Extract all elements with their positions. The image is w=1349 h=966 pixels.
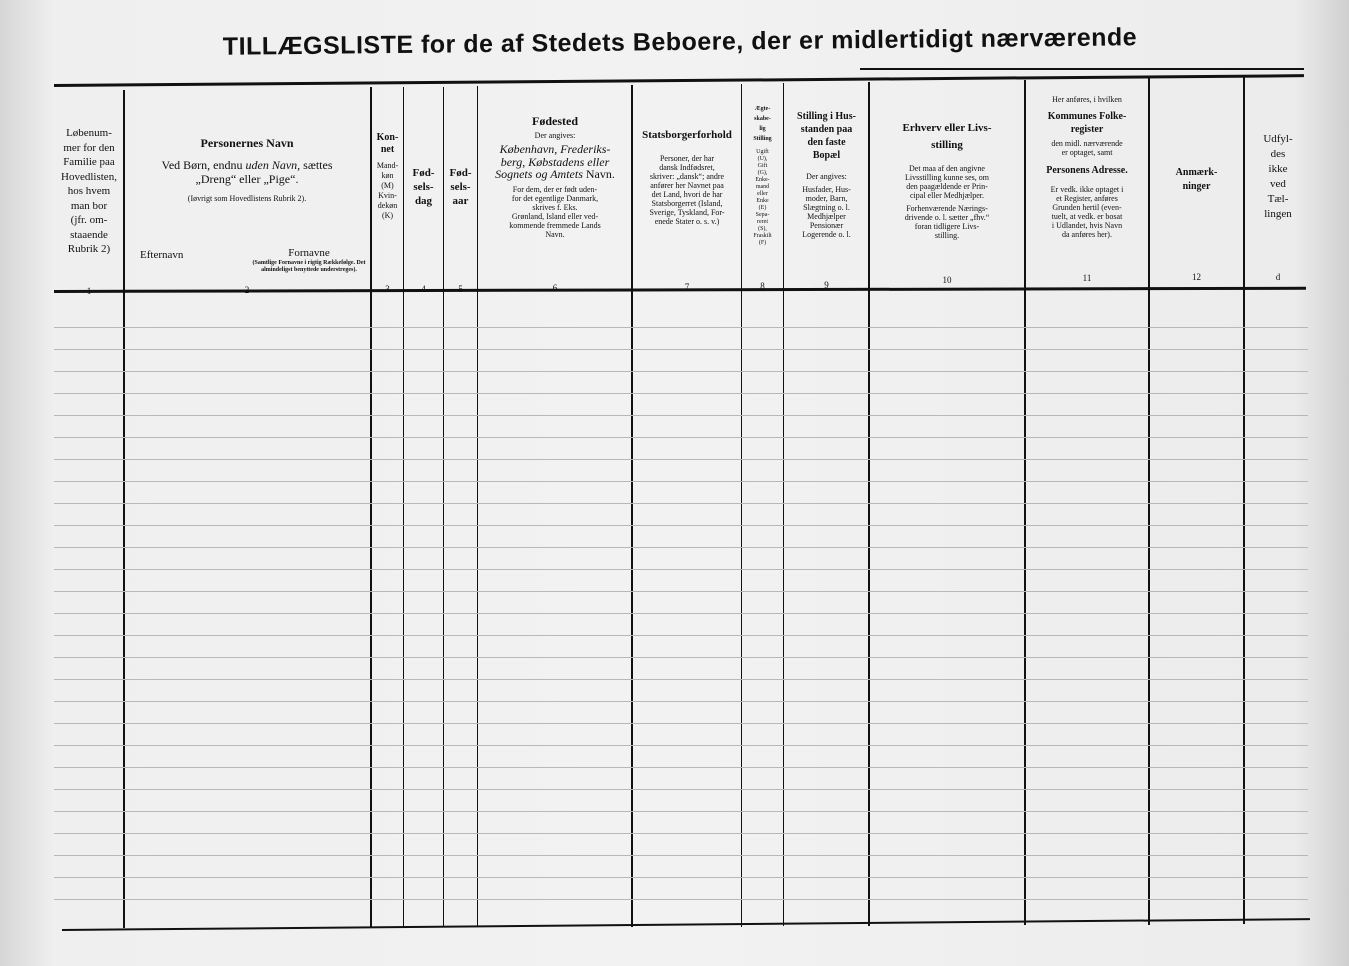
col10-heading: Erhverv eller Livs- stilling [902,122,992,151]
col9-text: Husfader, Hus- moder, Barn, Slægtning o. l. Medhjælper Pensionær Logerende o. l. [802,185,851,239]
col11-header [1027,95,1147,239]
col2-line1 [128,158,366,172]
col2-header [128,136,366,203]
col6-heading: Fødested [532,114,578,128]
col7-heading: Statsborgerforhold [642,129,732,141]
col11-heading: Kommunes Folke- register [1047,111,1127,135]
col3-number: 3 [385,284,390,294]
col8-heading: Ægte- skabe- lig Stilling [753,106,772,142]
col6-italic-end: Navn. [585,167,615,181]
col4-header: Fød- sels- dag [412,167,435,207]
col6-header [480,114,630,239]
col11-heading2: Personens Adresse. [1046,165,1128,176]
col2-line1-a: Ved Børn, endnu [161,158,243,172]
col2-line2: „Dreng“ eller „Pige“. [195,172,299,186]
col1-header: Løbenum- mer for den Familie paa Hovedlisten, hos hvem man bor (jfr. om- staaende Rubrik 2) [61,127,117,255]
col4-number: 4 [421,284,426,294]
col3-header [372,132,403,221]
col2-heading: Personernes Navn [200,136,294,150]
col2-sub-right: Fornavne [288,247,330,259]
col9-number: 9 [824,280,829,290]
col2-note: (Iøvrigt som Hovedlistens Rubrik 2). [187,194,307,203]
col6-number: 6 [552,283,558,293]
col2-number: 2 [244,285,250,295]
col3-text: Mand- køn (M) Kvin- dekøn (K) [376,161,399,220]
col11-number: 11 [1082,273,1092,283]
col5-number: 5 [458,284,463,294]
col10-text2: Forhenværende Nærings- drivende o. l. sætter „fhv.“ foran tidligere Livs- stilling. [904,204,990,240]
top-rule [54,74,1304,87]
col11-pre: Her anføres, i hvilken [1052,95,1122,104]
col2-sub-left: Efternavn [140,249,184,261]
col7-header [633,130,741,226]
title-underline [860,68,1304,70]
col7-text: Personer, der har dansk Indfødsret, skriver: „dansk“; andre anfører her Navnet paa det Land, hvori de har Statsborgerret (Island, Sverige, Tyskland, For- enede Stater o. s. v.) [649,153,725,226]
col10-header [871,120,1023,240]
col1-number: 1 [86,286,92,296]
col6-italic-text: København, Frederiks- berg, Købstadens eller Sognets og Amtets [495,142,611,181]
col8-text: Ugift (U), Gift (G), Enke- mand eller Enke (E) Sepa- reret (S), Fraskilt (F) [753,149,772,246]
col9-sub: Der angives: [806,172,847,181]
col8-number: 8 [760,281,765,291]
col10-text: Det maa af den angivne Livsstilling kunne ses, om den paagældende er Prin- cipal eller Medhjælper. [905,164,989,200]
col12-header: Anmærk- ninger [1175,167,1218,192]
col10-number: 10 [942,275,952,285]
col2-sub-right-note: (Samtlige Fornavne i rigtig Rækkefølge. Det almindeligst benyttede understreges). [252,260,366,273]
col6-sub: Der angives: [534,131,576,140]
col7-number: 7 [684,282,690,292]
cold-number: d [1275,272,1281,282]
col2-line1-end: sættes [303,158,333,172]
cold-header: Udfyl- des ikke ved Tæl- lingen [1263,133,1293,220]
form-title: TILLÆGSLISTE for de af Stedets Beboere, der er midlertidigt nærværende [222,23,1138,61]
col8-header [742,104,783,247]
col9-heading: Stilling i Hus- standen paa den faste Bopæl [797,111,856,161]
ruled-entry-area[interactable] [54,305,1308,925]
col11-text: den midl. nærværende er optaget, samt [1051,139,1123,157]
col3-heading: Kon- net [376,132,399,155]
col6-italic-block [480,143,630,181]
col12-number: 12 [1192,272,1201,282]
col5-header: Fød- sels- aar [449,167,472,207]
col11-text2: Er vedk. ikke optaget i et Register, anføres Grunden hertil (even- tuelt, at vedk. er bosat i Udlandet, hvis Navn da anføres her). [1050,184,1124,239]
col2-line1-italic: uden Navn, [245,158,301,172]
col9-header [785,110,868,239]
col6-text2: For dem, der er født uden- for det egentlige Danmark, skrives f. Eks. Grønland, Island eller ved- kommende fremmede Lands Navn. [509,184,601,239]
